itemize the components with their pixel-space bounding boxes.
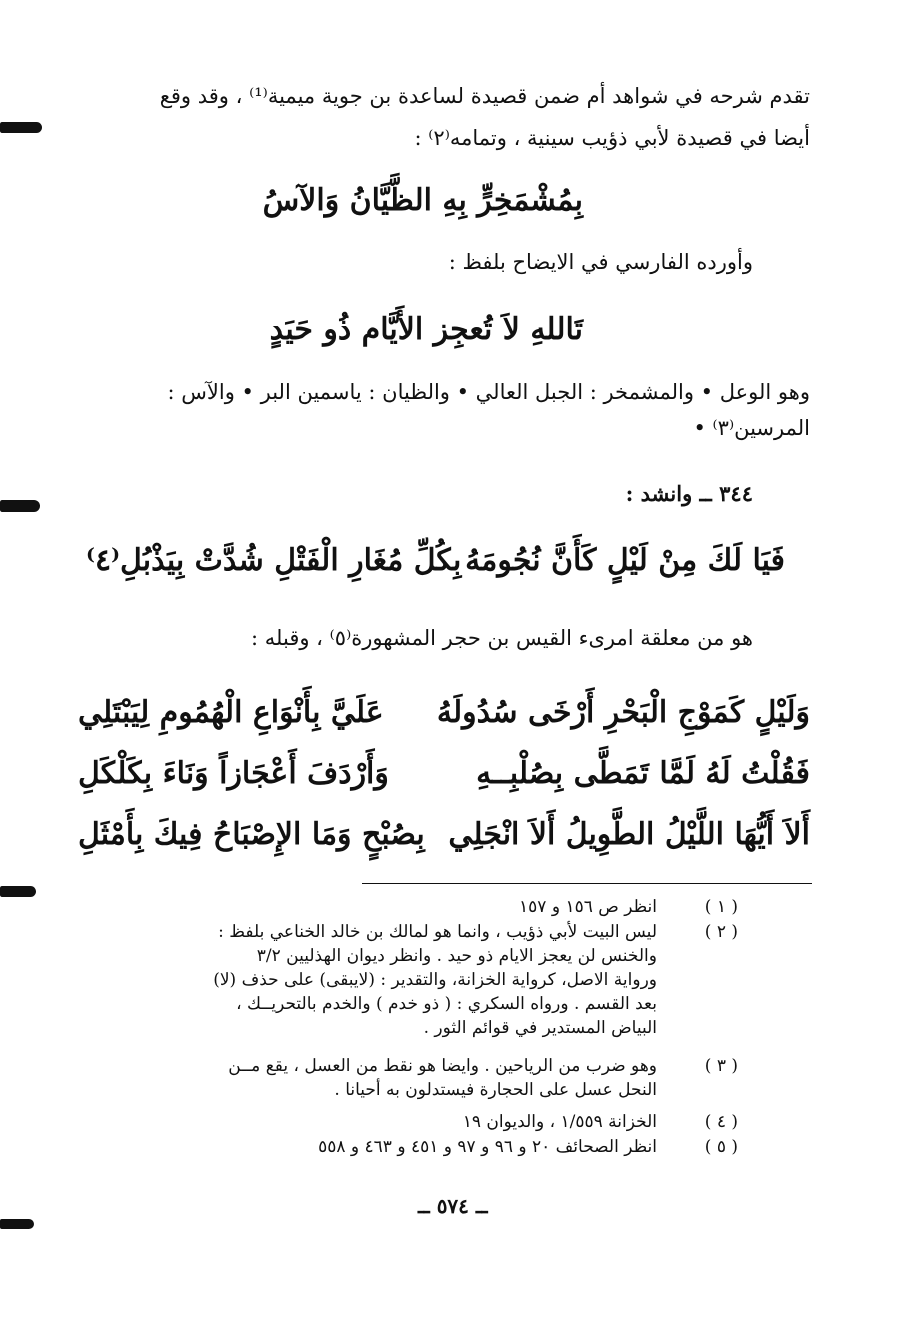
footnote-number: ( ٣ ) [704,1056,738,1076]
footnote-text: ورواية الاصل، كرواية الخزانة، والتقدير : (لايبقى) على حذف (لا) [213,970,657,990]
footnote-number: ( ١ ) [704,897,738,917]
verse-right-hemistich: فَيَا لَكَ مِنْ لَيْلٍ كَأَنَّ نُجُومَهُ [465,543,785,578]
footnote-text: انظر الصحائف ٢٠ و ٩٦ و ٩٧ و ٤٥١ و ٤٦٣ و ٥٥٨ [318,1137,657,1157]
source-line: هو من معلقة امرىء القيس بن حجر المشهورة⁽٥⁾ ، وقبله : [251,626,753,650]
verse-left-hemistich: بِكُلِّ مُغَارِ الْفَتْلِ شُدَّتْ بِيَذْبُلِ⁽٤⁾ [86,543,462,578]
verse-left-hemistich: بِصُبْحٍ وَمَا الإِصْبَاحُ فِيكَ بِأَمْثَلِ [78,817,425,852]
explanation-line-1: وهو الوعل • والمشمخر : الجبل العالي • والظيان : ياسمين البر • والآس : [167,380,810,404]
verse-right-hemistich: فَقُلْتُ لَهُ لَمَّا تَمَطَّى بِصُلْبِــهِ [476,756,810,791]
footnote-text: انظر ص ١٥٦ و ١٥٧ [519,897,657,917]
footnote-text: وهو ضرب من الرياحين . وايضا هو نقط من العسل ، يقع مــن [228,1056,657,1076]
footnote-text: النحل عسل على الحجارة فيستدلون به أحيانا . [334,1080,657,1100]
verse-right-hemistich: أَلاَ أَيُّهَا اللَّيْلُ الطَّوِيلُ أَلاَ انْجَلِي [448,817,810,852]
scan-mark [0,500,40,512]
footnote-number: ( ٤ ) [704,1112,738,1132]
verse-right-hemistich: وَلَيْلٍ كَمَوْجِ الْبَحْرِ أَرْخَى سُدُولَهُ [436,695,810,730]
explanation-line-2: المرسين⁽٣⁾ • [693,416,810,440]
footnote-text: ليس البيت لأبي ذؤيب ، وانما هو لمالك بن خالد الخناعي بلفظ : [218,922,657,942]
verse-hemistich: بِمُشْمَخِرٍّ بِهِ الظَّيَّانُ وَالآسُ [262,183,583,218]
footnote-text: الخزانة ١/٥٥٩ ، والديوان ١٩ [462,1112,657,1132]
footnote-number: ( ٥ ) [704,1137,738,1157]
verse-left-hemistich: عَلَيَّ بِأَنْوَاعِ الْهُمُومِ لِيَبْتَلِي [78,695,384,730]
verse-heading: ٣٤٤ ــ وانشد : [625,481,753,506]
scan-mark [0,122,42,133]
footnote-text: البياض المستدير في قوائم الثور . [423,1018,657,1038]
intro-line-1: تقدم شرحه في شواهد أم ضمن قصيدة لساعدة بن جوية ميمية⁽¹⁾ ، وقد وقع [159,84,810,108]
footnote-number: ( ٢ ) [704,922,738,942]
scan-mark [0,886,36,897]
verse-left-hemistich: وَأَرْدَفَ أَعْجَازاً وَنَاءَ بِكَلْكَلِ [78,756,389,791]
verse-hemistich: تَاللهِ لاَ تُعجِز الأَيَّام ذُو حَيَدٍ [269,312,583,347]
footnote-text: بعد القسم . ورواه السكري : ( ذو خدم ) والخدم بالتحريــك ، [236,994,657,1014]
intro-line-2: أيضا في قصيدة لأبي ذؤيب سينية ، وتمامه⁽٢⁾ : [414,126,810,150]
scan-mark [0,1219,34,1229]
page-number: ــ ٥٧٤ ــ [418,1194,488,1218]
farsi-citation-line: وأورده الفارسي في الايضاح بلفظ : [448,250,753,274]
footnote-divider [362,883,812,884]
footnote-text: والخنس لن يعجز الايام ذو حيد . وانظر ديوان الهذليين ٣/٢ [256,946,657,966]
